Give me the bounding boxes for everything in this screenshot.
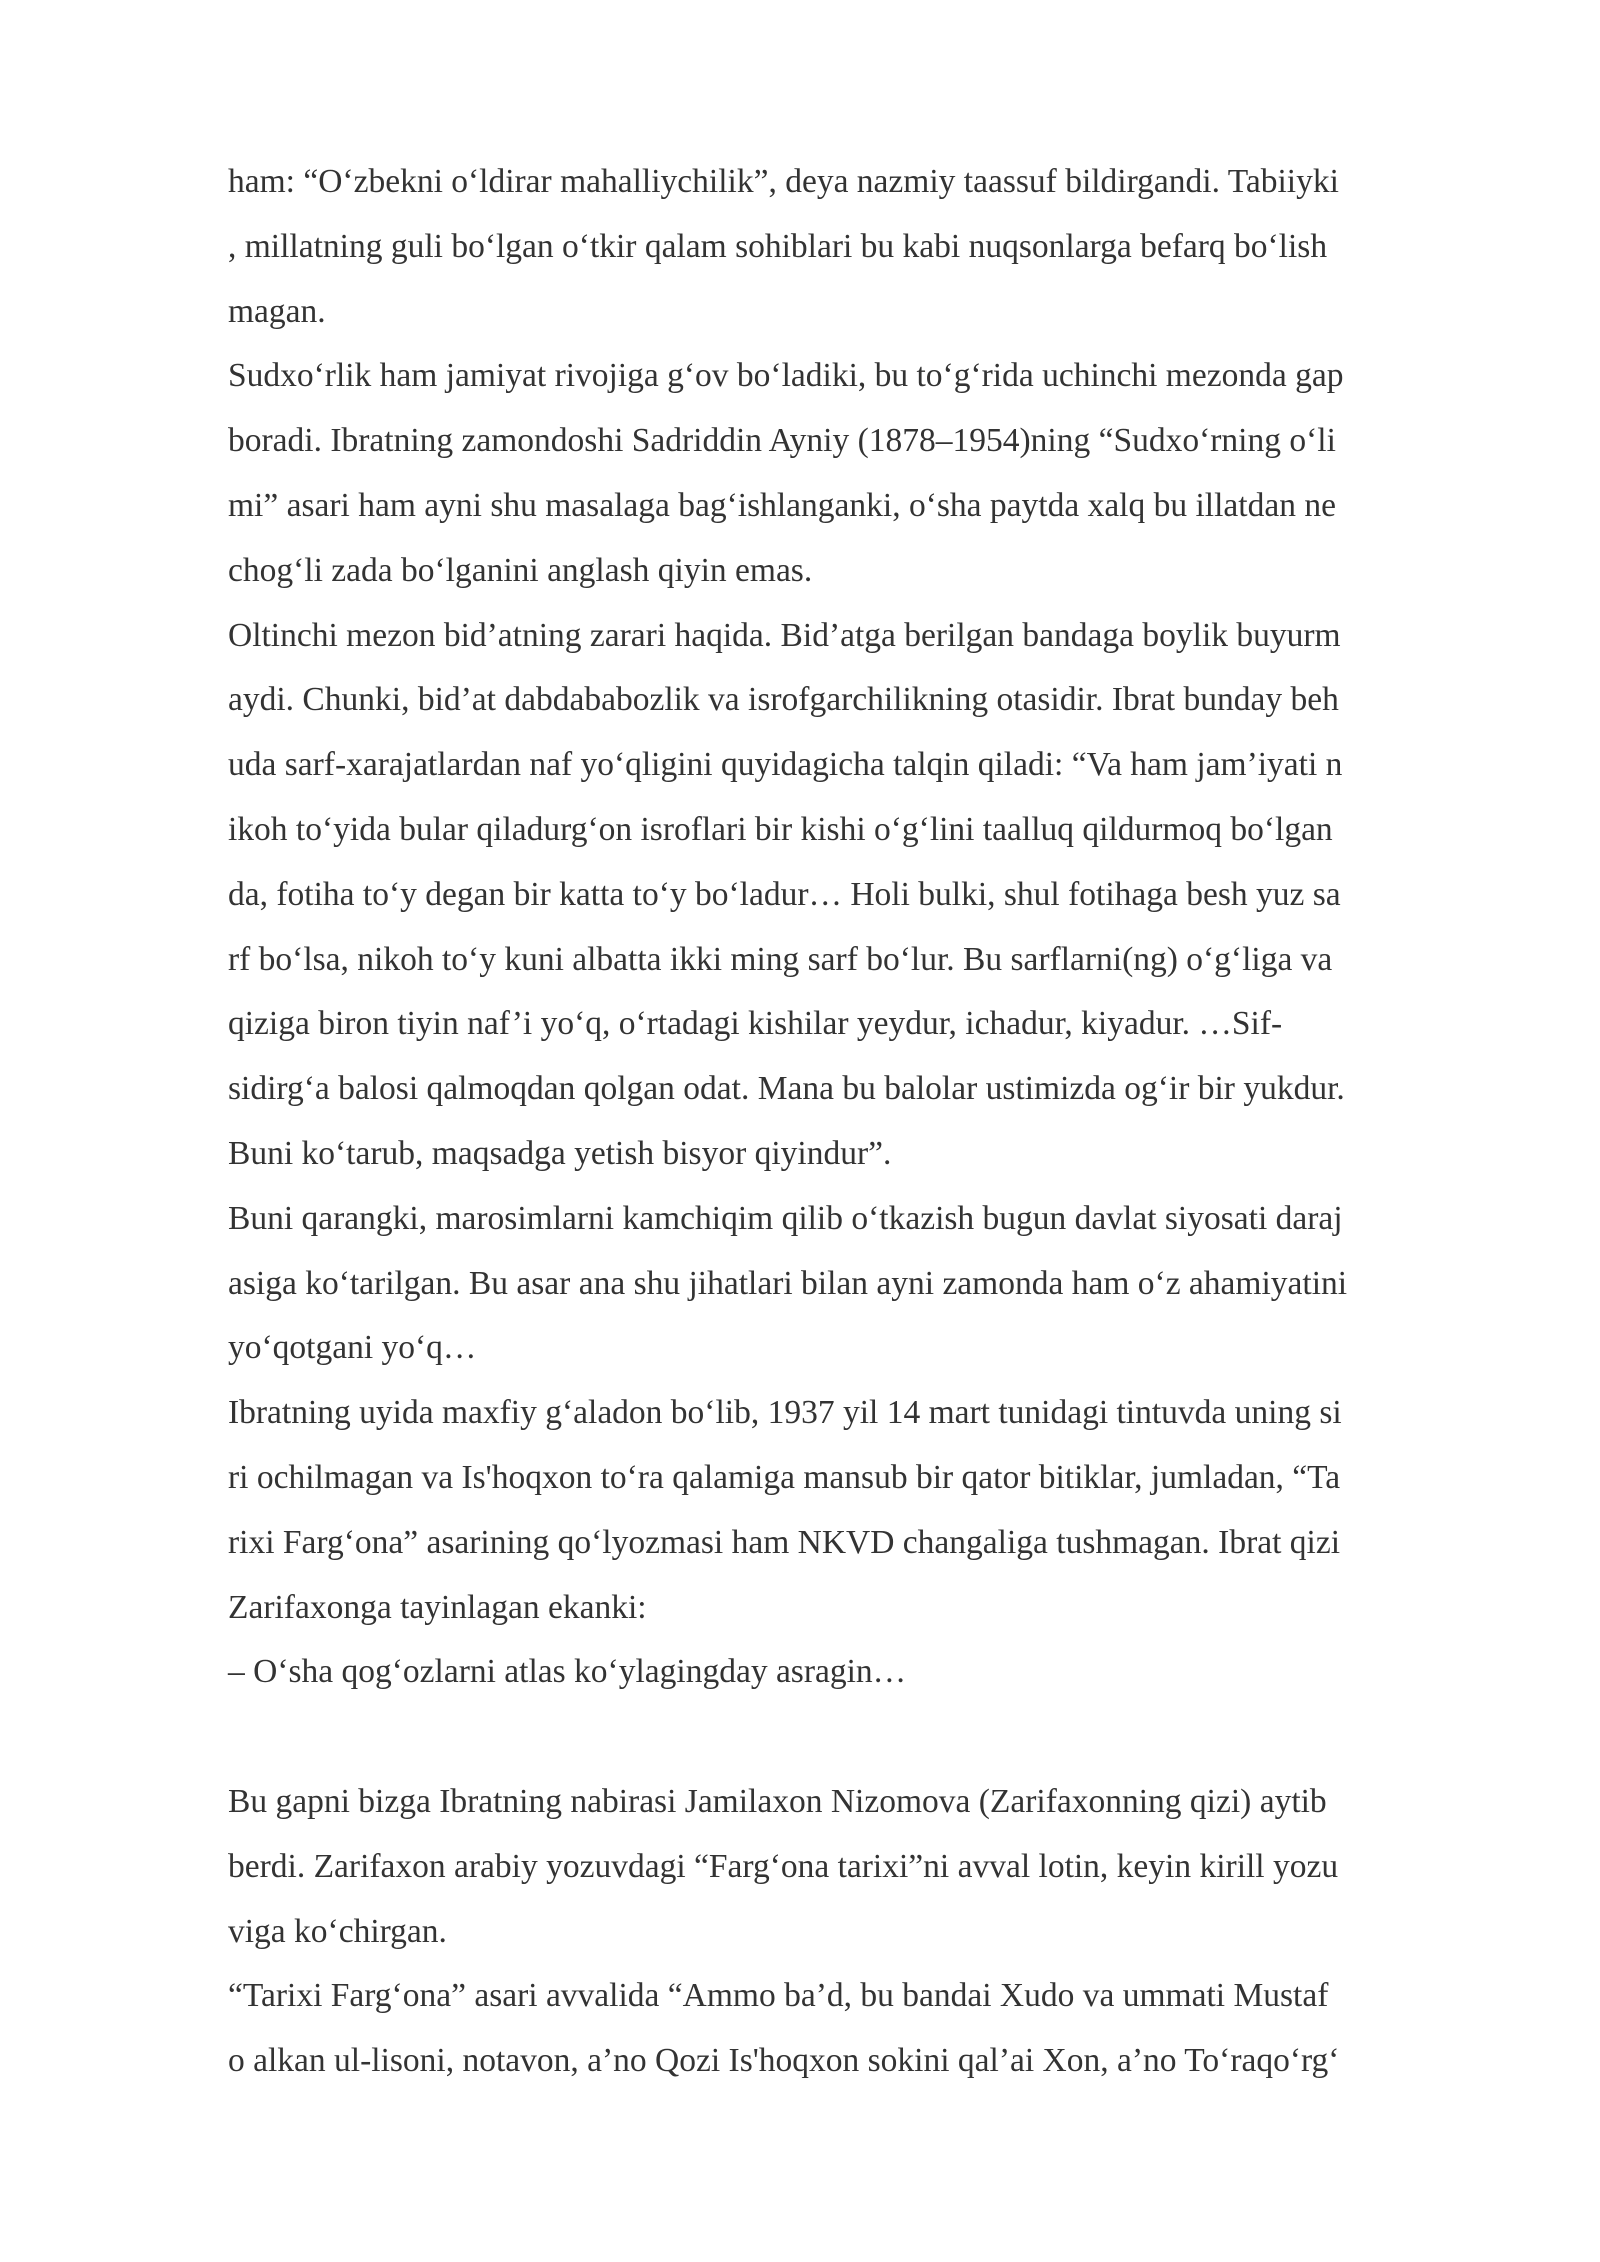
text-line: Buni ko‘tarub, maqsadga yetish bisyor qiyindur”.	[228, 1134, 892, 1172]
text-line: Bu gapni bizga Ibratning nabirasi Jamilaxon Nizomova (Zarifaxonning qizi) aytib	[228, 1782, 1327, 1820]
text-line: o alkan ul-lisoni, notavon, a’no Qozi Is'hoqxon sokini qal’ai Xon, a’no To‘raqo‘rg‘	[228, 2042, 1340, 2080]
blank-line	[228, 1705, 1488, 1770]
text-line: Oltinchi mezon bid’atning zarari haqida. Bid’atga berilgan bandaga boylik buyurm	[228, 616, 1341, 654]
text-line: ham: “O‘zbekni o‘ldirar mahalliychilik”, deya nazmiy taassuf bildirgandi. Tabiiyki	[228, 163, 1339, 200]
text-line: sidirg‘a balosi qalmoqdan qolgan odat. Mana bu balolar ustimizda og‘ir bir yukdur.	[228, 1070, 1345, 1108]
text-line: asiga ko‘tarilgan. Bu asar ana shu jihatlari bilan ayni zamonda ham o‘z ahamiyatini	[228, 1264, 1348, 1302]
text-line: Buni qarangki, marosimlarni kamchiqim qilib o‘tkazish bugun davlat siyosati daraj	[228, 1199, 1343, 1237]
text-line: ri ochilmagan va Is'hoqxon to‘ra qalamiga mansub bir qator bitiklar, jumladan, “Ta	[228, 1458, 1341, 1496]
text-line: – O‘sha qog‘ozlarni atlas ko‘ylagingday asragin…	[228, 1653, 907, 1691]
text-line: uda sarf-xarajatlardan naf yo‘qligini quyidagicha talqin qiladi: “Va ham jam’iyati n	[228, 746, 1343, 784]
text-line: viga ko‘chirgan.	[228, 1912, 447, 1950]
document-text-body	[228, 150, 1488, 2094]
text-line: ikoh to‘yida bular qiladurg‘on isroflari bir kishi o‘g‘lini taalluq qildurmoq bo‘lgan	[228, 810, 1333, 848]
text-line: , millatning guli bo‘lgan o‘tkir qalam sohiblari bu kabi nuqsonlarga befarq bo‘lish	[228, 227, 1328, 265]
text-line: aydi. Chunki, bid’at dabdababozlik va isrofgarchilikning otasidir. Ibrat bunday beh	[228, 681, 1339, 719]
text-line: Sudxo‘rlik ham jamiyat rivojiga g‘ov bo‘ladiki, bu to‘g‘rida uchinchi mezonda gap	[228, 357, 1344, 395]
text-line: chog‘li zada bo‘lganini anglash qiyin emas.	[228, 551, 813, 589]
text-line: “Tarixi Farg‘ona” asari avvalida “Ammo ba’d, bu bandai Xudo va ummati Mustaf	[228, 1977, 1329, 2015]
text-line: boradi. Ibratning zamondoshi Sadriddin Ayniy (1878–1954)ning “Sudxo‘rning o‘li	[228, 422, 1336, 460]
text-line: da, fotiha to‘y degan bir katta to‘y bo‘ladur… Holi bulki, shul fotihaga besh yuz sa	[228, 875, 1341, 913]
text-line: berdi. Zarifaxon arabiy yozuvdagi “Farg‘ona tarixi”ni avval lotin, keyin kirill yozu	[228, 1847, 1339, 1885]
text-line: Zarifaxonga tayinlagan ekanki:	[228, 1588, 647, 1626]
text-line: magan.	[228, 292, 326, 330]
text-line: Ibratning uyida maxfiy g‘aladon bo‘lib, 1937 yil 14 mart tunidagi tintuvda uning si	[228, 1394, 1342, 1432]
text-line: rf bo‘lsa, nikoh to‘y kuni albatta ikki ming sarf bo‘lur. Bu sarflarni(ng) o‘g‘liga va	[228, 940, 1333, 978]
text-line: qiziga biron tiyin naf’i yo‘q, o‘rtadagi kishilar yeydur, ichadur, kiyadur. …Sif-	[228, 1005, 1283, 1043]
text-line: mi” asari ham ayni shu masalaga bag‘ishlanganki, o‘sha paytda xalq bu illatdan ne	[228, 486, 1336, 524]
text-line: rixi Farg‘ona” asarining qo‘lyozmasi ham NKVD changaliga tushmagan. Ibrat qizi	[228, 1523, 1341, 1561]
text-line: yo‘qotgani yo‘q…	[228, 1329, 477, 1367]
